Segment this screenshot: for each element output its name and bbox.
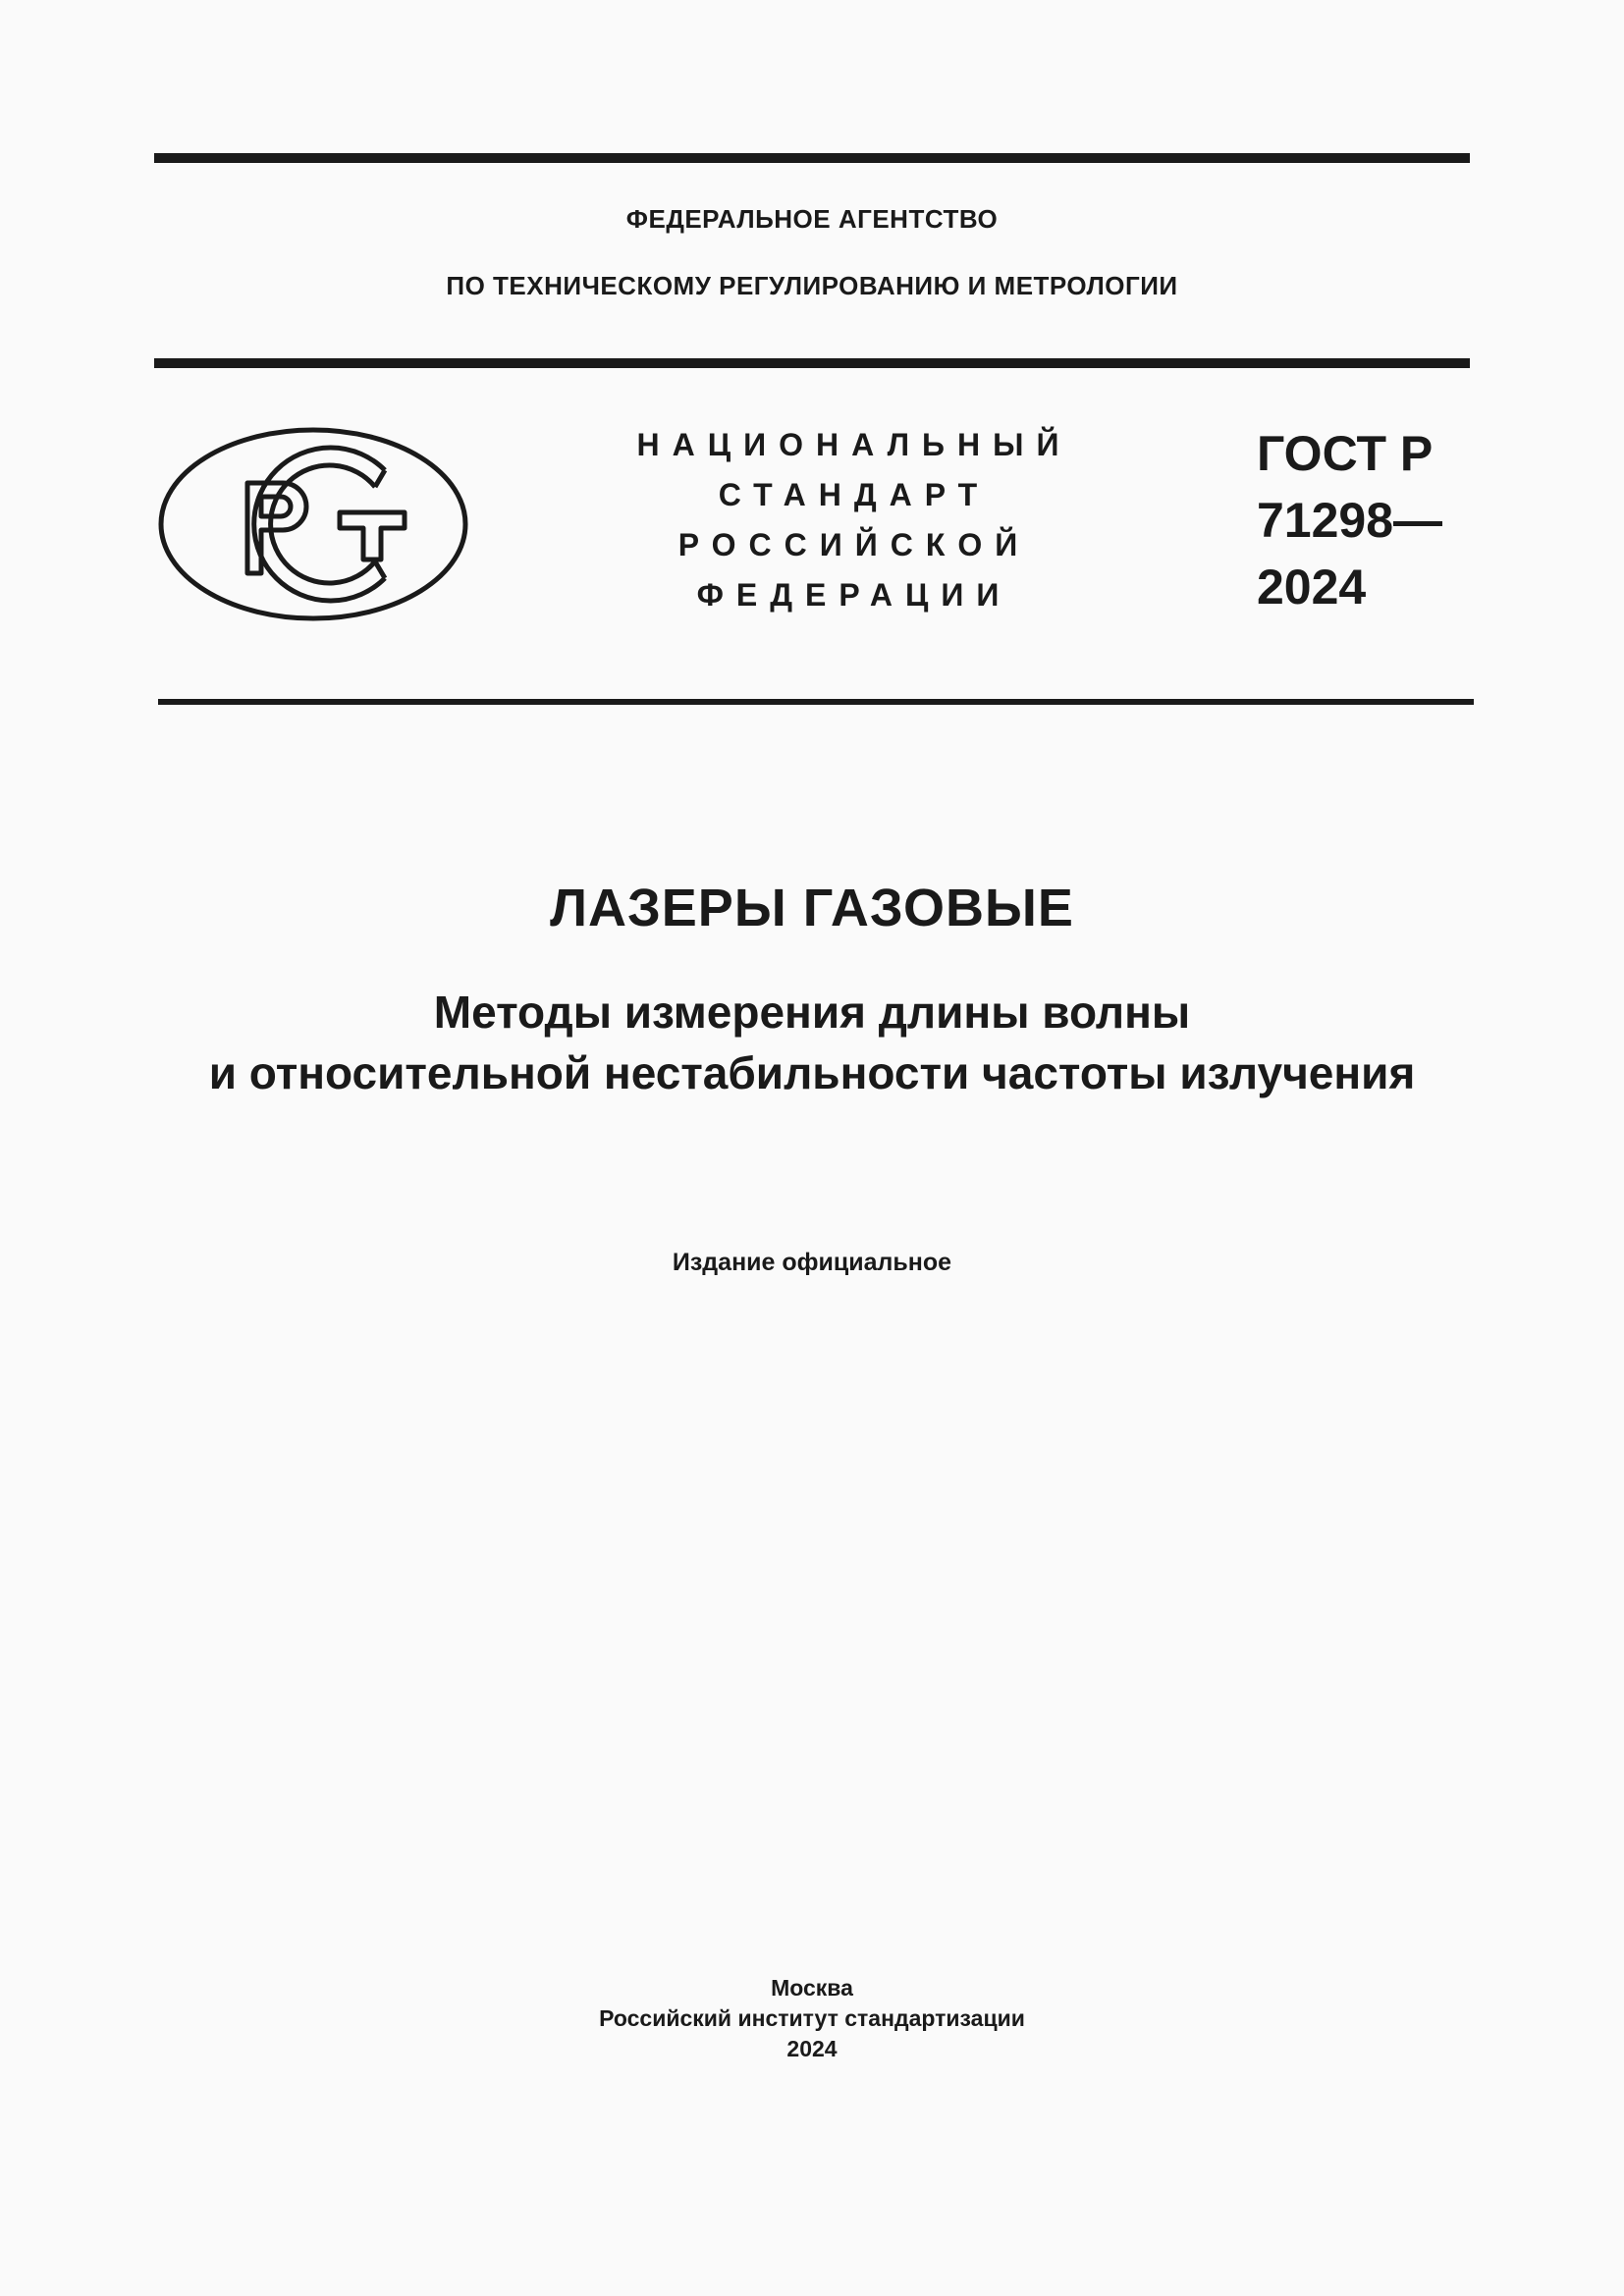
publisher-name: Российский институт стандартизации [599, 2005, 1025, 2031]
standard-type-line2: СТАНДАРТ [718, 477, 991, 512]
publisher-city: Москва [771, 1975, 853, 2001]
top-rule [154, 153, 1470, 163]
designation-line2: 71298— [1257, 493, 1443, 548]
bottom-rule [158, 699, 1474, 705]
standard-type [609, 420, 1100, 620]
publisher-year: 2024 [786, 2036, 838, 2061]
subtitle-line2: и относительной нестабильности частоты излучения [208, 1047, 1416, 1098]
agency-name-line1: ФЕДЕРАЛЬНОЕ АГЕНТСТВО [625, 204, 999, 234]
designation-line3: 2024 [1257, 560, 1367, 614]
middle-rule [154, 358, 1470, 368]
standard-type-line1: НАЦИОНАЛЬНЫЙ [636, 427, 1072, 462]
subtitle-line1: Методы измерения длины волны [433, 987, 1191, 1038]
standard-type-line4: ФЕДЕРАЦИИ [696, 577, 1012, 613]
publisher-block [0, 1973, 1624, 2064]
standard-type-line3: РОССИЙСКОЙ [677, 527, 1031, 562]
standard-designation [1257, 420, 1442, 620]
document-subtitle [0, 982, 1624, 1103]
rst-mark-icon [157, 426, 469, 622]
edition-label: Издание официальное [672, 1249, 952, 1276]
document-title: ЛАЗЕРЫ ГАЗОВЫЕ [550, 879, 1074, 937]
designation-line1: ГОСТ Р [1257, 426, 1434, 481]
agency-name-line2: ПО ТЕХНИЧЕСКОМУ РЕГУЛИРОВАНИЮ И МЕТРОЛОГИИ [446, 271, 1178, 300]
